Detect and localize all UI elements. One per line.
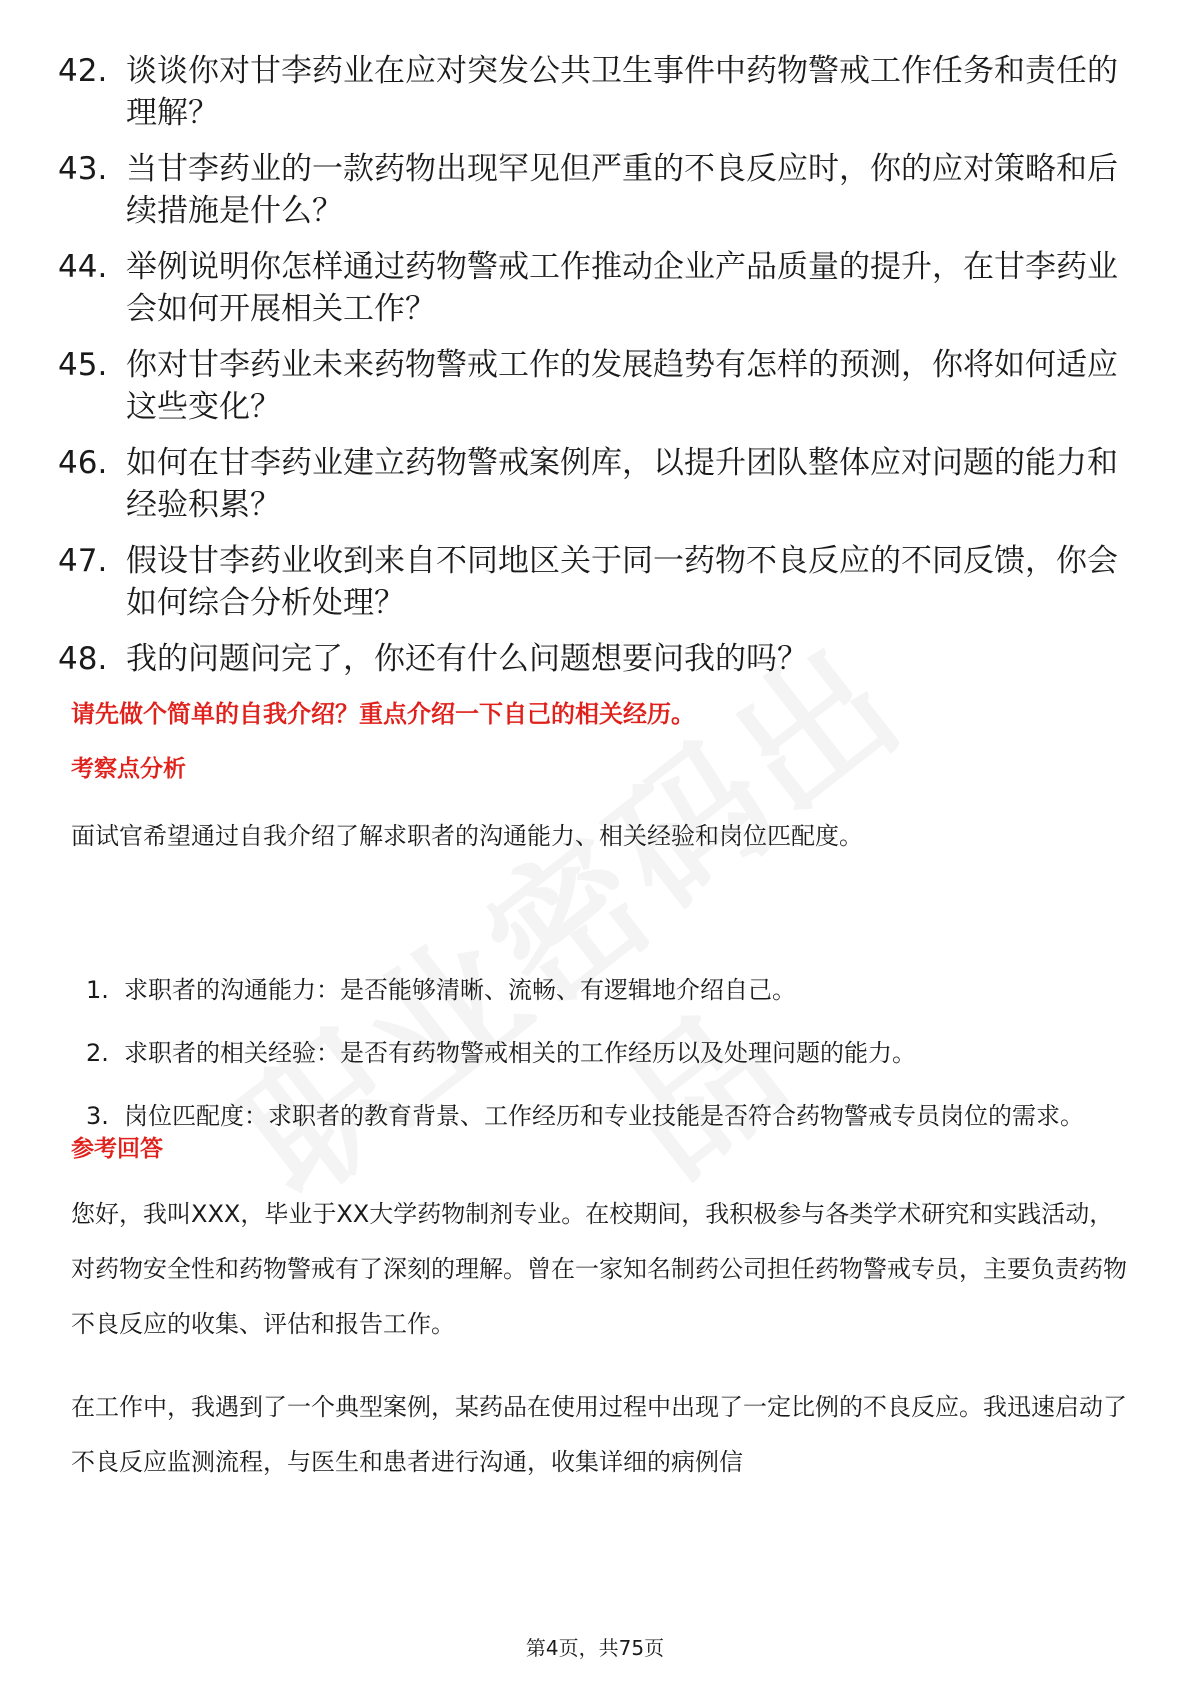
question-number: 45. <box>58 347 108 383</box>
analysis-point <box>86 1026 1126 1081</box>
question-number: 46. <box>58 445 108 481</box>
question-number: 44. <box>58 249 108 285</box>
question-item <box>58 246 1118 330</box>
answer-paragraph-1: 您好，我叫XXX，毕业于XX大学药物制剂专业。在校期间，我积极参与各类学术研究和实践活动，对药物安全性和药物警戒有了深刻的理解。曾在一家知名制药公司担任药物警戒专员，主要负责药物不良反应的收集、评估和报告工作。 <box>71 1200 1127 1338</box>
answer-paragraph-2: 在工作中，我遇到了一个典型案例，某药品在使用过程中出现了一定比例的不良反应。我迅速启动了不良反应监测流程，与医生和患者进行沟通，收集详细的病例信 <box>71 1393 1127 1476</box>
question-text: 谈谈你对甘李药业在应对突发公共卫生事件中药物警戒工作任务和责任的理解？ <box>126 53 1118 131</box>
question-text: 假设甘李药业收到来自不同地区关于同一药物不良反应的不同反馈，你会如何综合分析处理？ <box>126 543 1118 621</box>
point-number: 2. <box>86 1039 109 1067</box>
question-text: 举例说明你怎样通过药物警戒工作推动企业产品质量的提升，在甘李药业会如何开展相关工作？ <box>126 249 1118 327</box>
analysis-point <box>86 963 1126 1018</box>
question-number: 42. <box>58 53 108 89</box>
point-text: 求职者的沟通能力：是否能够清晰、流畅、有逻辑地介绍自己。 <box>124 976 796 1004</box>
question-item <box>58 50 1118 134</box>
analysis-intro: 面试官希望通过自我介绍了解求职者的沟通能力、相关经验和岗位匹配度。 <box>71 822 863 850</box>
point-text: 岗位匹配度：求职者的教育背景、工作经历和专业技能是否符合药物警戒专员岗位的需求。 <box>124 1102 1084 1130</box>
page-footer: 第4页，共75页 <box>525 1636 665 1660</box>
question-text: 你对甘李药业未来药物警戒工作的发展趋势有怎样的预测，你将如何适应这些变化？ <box>126 347 1118 425</box>
question-item <box>58 344 1118 428</box>
question-item <box>58 540 1118 624</box>
answer-heading: 参考回答 <box>71 1136 163 1162</box>
question-item <box>58 638 1118 680</box>
question-text: 我的问题问完了，你还有什么问题想要问我的吗？ <box>126 641 808 677</box>
section-question-title: 请先做个简单的自我介绍？重点介绍一下自己的相关经历。 <box>71 700 695 728</box>
question-item <box>58 442 1118 526</box>
question-text: 当甘李药业的一款药物出现罕见但严重的不良反应时，你的应对策略和后续措施是什么？ <box>126 151 1118 229</box>
question-number: 48. <box>58 641 108 677</box>
question-list <box>58 50 1118 694</box>
point-number: 3. <box>86 1102 109 1130</box>
question-number: 47. <box>58 543 108 579</box>
question-text: 如何在甘李药业建立药物警戒案例库，以提升团队整体应对问题的能力和经验积累？ <box>126 445 1118 523</box>
analysis-points <box>86 963 1126 1152</box>
analysis-heading: 考察点分析 <box>71 756 186 782</box>
question-item <box>58 148 1118 232</box>
point-text: 求职者的相关经验：是否有药物警戒相关的工作经历以及处理问题的能力。 <box>124 1039 916 1067</box>
analysis-point <box>86 1089 1126 1144</box>
question-number: 43. <box>58 151 108 187</box>
point-number: 1. <box>86 976 109 1004</box>
